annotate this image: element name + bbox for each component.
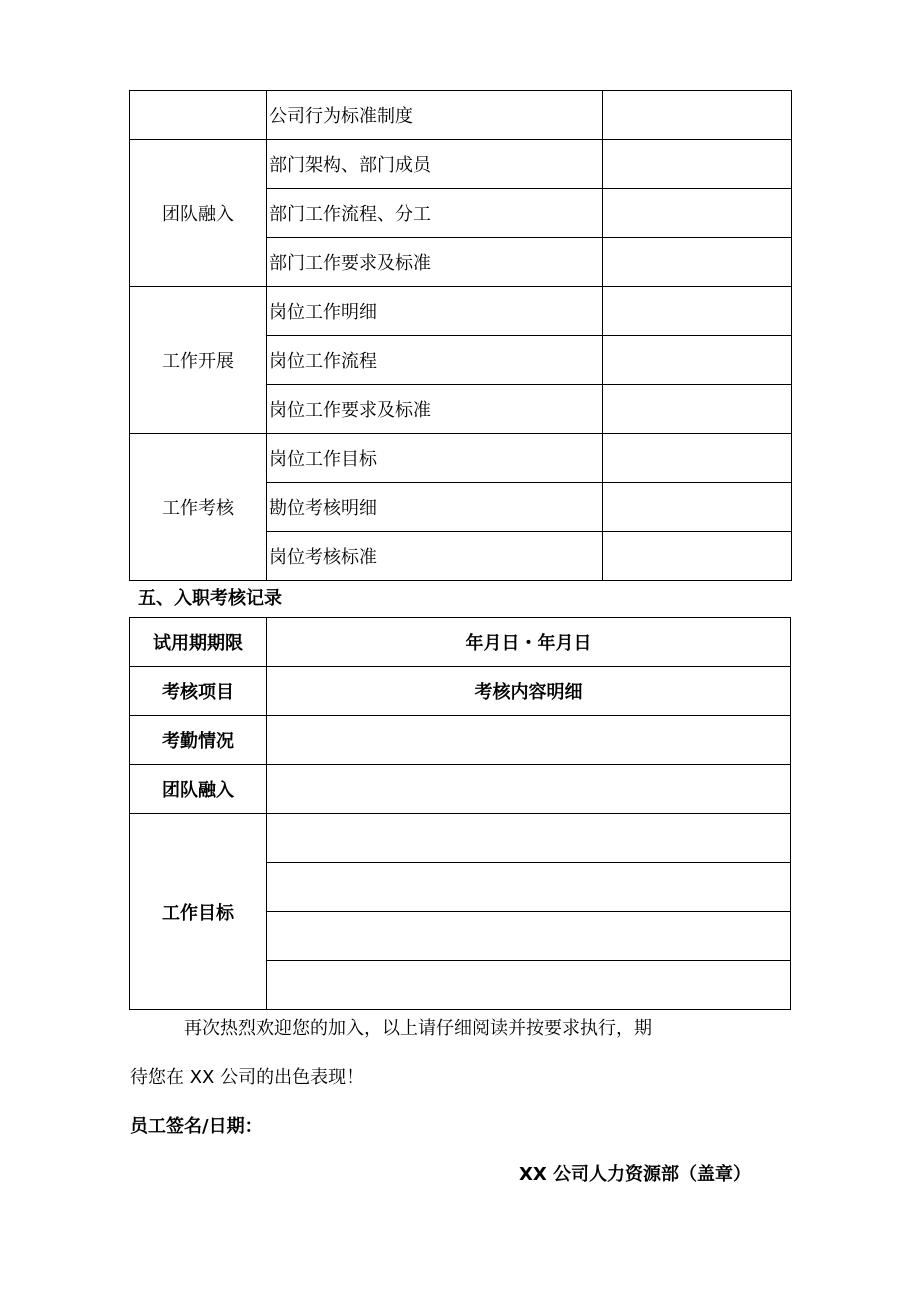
- check-cell: [603, 189, 792, 238]
- group-cell: 工作考核: [130, 434, 267, 581]
- group-cell: 团队融入: [130, 140, 267, 287]
- closing-paragraph-line-2: 待您在 XX 公司的出色表现！: [130, 1067, 365, 1088]
- item-cell: 公司行为标准制度: [267, 91, 603, 140]
- table-row: [130, 716, 791, 765]
- group-cell: 工作开展: [130, 287, 267, 434]
- table-row: [130, 667, 791, 716]
- team-label: 团队融入: [130, 765, 267, 814]
- item-cell: 岗位考核标准: [267, 532, 603, 581]
- check-cell: [603, 434, 792, 483]
- table-row: [130, 287, 792, 336]
- table-row: [130, 814, 791, 863]
- check-cell: [603, 385, 792, 434]
- check-cell: [603, 91, 792, 140]
- item-cell: 勘位考核明细: [267, 483, 603, 532]
- attendance-label: 考勤情况: [130, 716, 267, 765]
- goal-detail-cell: [267, 863, 791, 912]
- item-cell: 岗位工作要求及标准: [267, 385, 603, 434]
- goal-detail-cell: [267, 814, 791, 863]
- item-header: 考核项目: [130, 667, 267, 716]
- section-heading: 五、入职考核记录: [138, 588, 282, 609]
- onboarding-checklist-table: [129, 90, 792, 581]
- probation-value: 年月日・年月日: [267, 618, 791, 667]
- check-cell: [603, 238, 792, 287]
- table-row: [130, 765, 791, 814]
- detail-header: 考核内容明细: [267, 667, 791, 716]
- probation-label: 试用期期限: [130, 618, 267, 667]
- assessment-record-table: [129, 617, 791, 1010]
- item-cell: 岗位工作目标: [267, 434, 603, 483]
- goals-label: 工作目标: [130, 814, 267, 1010]
- item-cell: 岗位工作明细: [267, 287, 603, 336]
- table-row: [130, 91, 792, 140]
- team-detail-cell: [267, 765, 791, 814]
- check-cell: [603, 336, 792, 385]
- goal-detail-cell: [267, 961, 791, 1010]
- item-cell: 部门工作要求及标准: [267, 238, 603, 287]
- item-cell: 部门工作流程、分工: [267, 189, 603, 238]
- goal-detail-cell: [267, 912, 791, 961]
- signature-label: 员工签名/日期：: [130, 1116, 263, 1137]
- group-cell: [130, 91, 267, 140]
- item-cell: 岗位工作流程: [267, 336, 603, 385]
- attendance-detail-cell: [267, 716, 791, 765]
- table-row: [130, 434, 792, 483]
- closing-paragraph-line-1: 再次热烈欢迎您的加入，以上请仔细阅读并按要求执行，期: [184, 1018, 652, 1039]
- check-cell: [603, 287, 792, 336]
- item-cell: 部门架构、部门成员: [267, 140, 603, 189]
- check-cell: [603, 140, 792, 189]
- check-cell: [603, 532, 792, 581]
- hr-department-stamp: XX 公司人力资源部（盖章）: [519, 1164, 752, 1185]
- table-row: [130, 618, 791, 667]
- table-row: [130, 140, 792, 189]
- check-cell: [603, 483, 792, 532]
